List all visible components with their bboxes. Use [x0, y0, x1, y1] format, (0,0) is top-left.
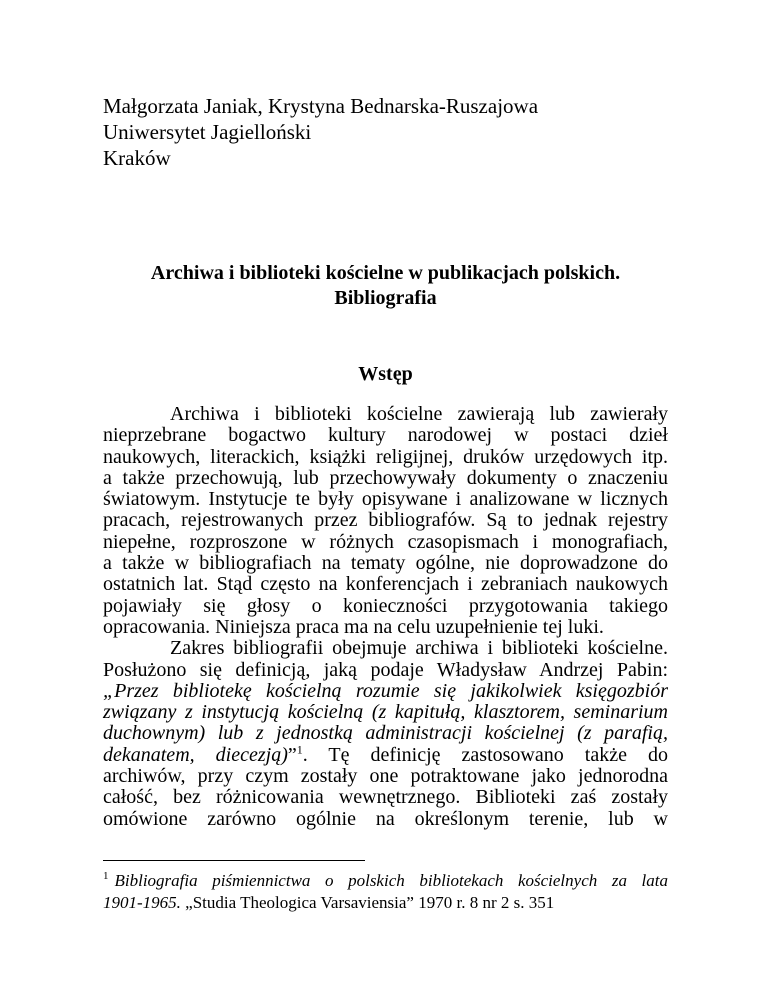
- title-line-1: Archiwa i biblioteki kościelne w publikacjach polskich.: [150, 262, 621, 284]
- quote-end-text: dekanatem, diecezją): [103, 743, 288, 766]
- body-line: ostatnich lat. Stąd często na konferencjach i zebraniach naukowych: [103, 573, 668, 596]
- body-line: pracach, rejestrowanych przez bibliografów. Są to jednak rejestry: [103, 509, 668, 532]
- footnote-reference[interactable]: 1: [296, 742, 303, 757]
- quote-close-mark: ”: [287, 743, 297, 766]
- authors-line: Małgorzata Janiak, Krystyna Bednarska-Ruszajowa: [103, 94, 539, 118]
- quote-line: „Przez bibliotekę kościelną rozumie się jakikolwiek księgozbiór: [103, 679, 668, 702]
- quote-line: duchownym) lub z jednostką administracji kościelnej (z parafią,: [103, 722, 668, 745]
- section-heading: Wstęp: [358, 363, 413, 385]
- footnote-source: „Studia Theologica Varsaviensia” 1970 r. 8 nr 2 s. 351: [180, 893, 555, 912]
- footnote-separator: [103, 860, 365, 861]
- title-line-2: Bibliografia: [334, 287, 437, 309]
- document-title: [103, 261, 668, 311]
- footnote-number: 1: [103, 870, 109, 883]
- body-line: Zakres bibliografii obejmuje archiwa i biblioteki kościelne.: [170, 637, 668, 660]
- body-line: Posłużono się definicją, jaką podaje Władysław Andrzej Pabin:: [103, 658, 668, 681]
- body-line: omówione zarówno ogólnie na określonym terenie, lub w: [103, 807, 668, 830]
- after-quote-text: . Tę definicję zastosowano także do: [302, 743, 668, 766]
- footnote-line-2: [103, 892, 668, 914]
- body-line: archiwów, przy czym zostały one potraktowane jako jednorodna: [103, 765, 668, 788]
- body-line: nieprzebrane bogactwo kultury narodowej w postaci dzieł: [103, 424, 668, 447]
- footnote-title-cont: 1901-1965.: [103, 893, 181, 912]
- footnote: [103, 870, 668, 914]
- quote-line: związany z instytucją kościelną (z kapitułą, klasztorem, seminarium: [103, 701, 668, 724]
- body-text: [103, 404, 668, 830]
- university-line: Uniwersytet Jagielloński: [103, 120, 312, 144]
- footnote-title: Bibliografia piśmiennictwa o polskich bibliotekach kościelnych za lata: [114, 871, 668, 890]
- footnote-line-1: [103, 870, 668, 892]
- body-line: światowym. Instytucje te były opisywane i analizowane w licznych: [103, 488, 668, 511]
- body-line: a także w bibliografiach na tematy ogólne, nie doprowadzone do: [103, 552, 668, 575]
- body-line: a także przechowują, lub przechowywały dokumenty o znaczeniu: [103, 466, 668, 489]
- body-line: niepełne, rozproszone w różnych czasopismach i monografiach,: [103, 530, 668, 553]
- body-line: opracowania. Niniejsza praca ma na celu uzupełnienie tej luki.: [103, 615, 604, 638]
- quote-end-line: [103, 742, 668, 766]
- body-line: pojawiały się głosy o konieczności przygotowania takiego: [103, 594, 668, 617]
- city-line: Kraków: [103, 146, 171, 170]
- body-line: naukowych, literackich, książki religijnej, druków urzędowych itp.: [103, 445, 668, 468]
- body-line: Archiwa i biblioteki kościelne zawierają lub zawierały: [170, 403, 668, 425]
- body-line: całość, bez różnicowania wewnętrznego. Biblioteki zaś zostały: [103, 786, 668, 809]
- author-block: [103, 93, 703, 171]
